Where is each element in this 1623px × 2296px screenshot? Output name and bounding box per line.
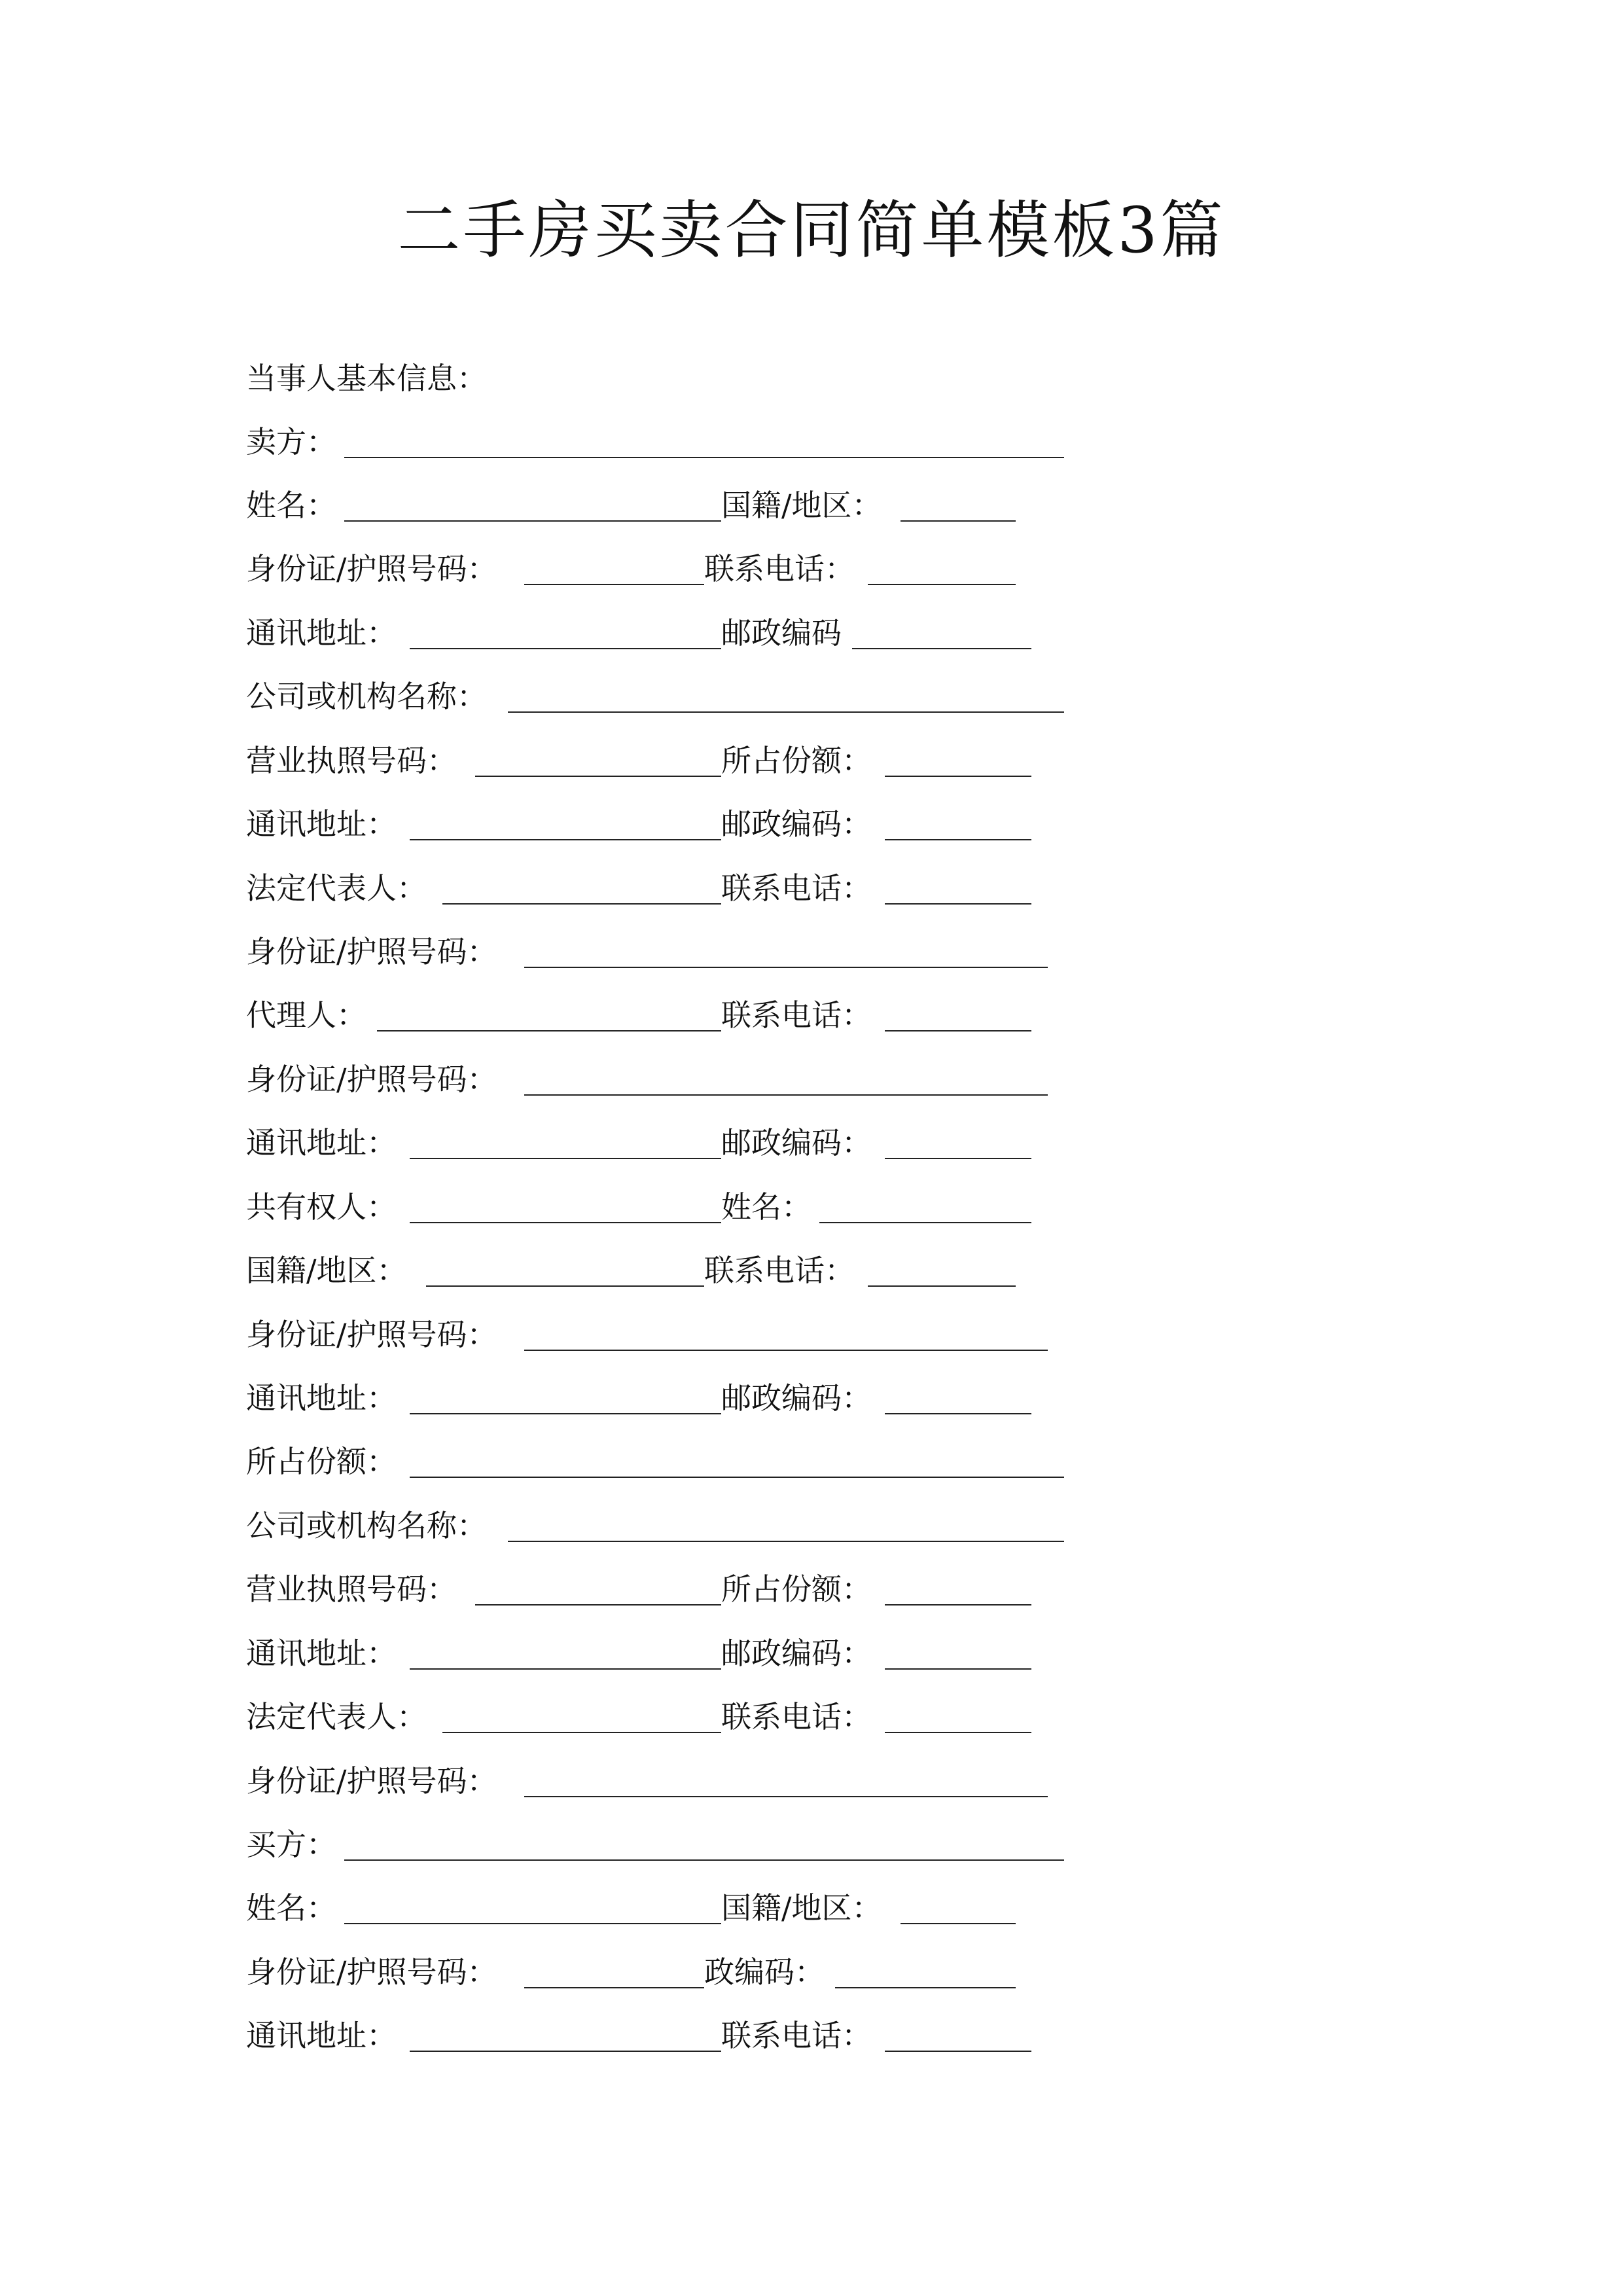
field-label: 国籍/地区： [246,1253,407,1288]
field-label: 所占份额： [721,743,872,778]
fill-in-blank[interactable] [524,1987,704,1988]
fill-in-blank[interactable] [524,967,1048,968]
field-label: 邮政编码 [721,615,842,651]
field-label: 所占份额： [721,1571,872,1607]
fill-in-blank[interactable] [410,1413,721,1414]
fill-in-blank[interactable] [885,1604,1031,1605]
fill-in-blank[interactable] [410,2051,721,2052]
field-label: 身份证/护照号码： [246,934,497,969]
fill-in-blank[interactable] [885,839,1031,840]
field-label: 身份证/护照号码： [246,551,497,586]
fill-in-blank[interactable] [410,1668,721,1670]
fill-in-blank[interactable] [410,839,721,840]
fill-in-blank[interactable] [410,648,721,649]
fill-in-blank[interactable] [524,1796,1048,1797]
fill-in-blank[interactable] [410,1477,1064,1478]
fill-in-blank[interactable] [885,1732,1031,1733]
section-heading-text: 当事人基本信息： [246,361,487,396]
field-label: 买方： [246,1827,336,1862]
fill-in-blank[interactable] [524,584,704,585]
field-label: 联系电话： [721,870,872,906]
fill-in-blank[interactable] [852,648,1031,649]
field-label: 法定代表人： [246,1699,427,1734]
fill-in-blank[interactable] [868,584,1016,585]
field-label: 营业执照号码： [246,743,457,778]
fill-in-blank[interactable] [901,520,1016,522]
field-label: 邮政编码： [721,1380,872,1416]
field-label: 邮政编码： [721,806,872,842]
fill-in-blank[interactable] [508,1541,1064,1542]
fill-in-blank[interactable] [508,711,1064,713]
fill-in-blank[interactable] [885,1030,1031,1031]
field-label: 姓名： [246,488,336,523]
field-label: 联系电话： [721,997,872,1033]
field-label: 身份证/护照号码： [246,1763,497,1799]
field-label: 通讯地址： [246,1380,397,1416]
field-label: 姓名： [721,1189,812,1225]
field-label: 公司或机构名称： [246,679,487,714]
fill-in-blank[interactable] [885,1413,1031,1414]
field-label: 国籍/地区： [721,1890,882,1926]
field-label: 通讯地址： [246,615,397,651]
field-label: 通讯地址： [246,1125,397,1160]
field-label: 联系电话： [704,1253,855,1288]
field-label: 通讯地址： [246,2018,397,2053]
fill-in-blank[interactable] [819,1222,1031,1223]
field-label: 营业执照号码： [246,1571,457,1607]
field-label: 共有权人： [246,1189,397,1225]
fill-in-blank[interactable] [426,1285,704,1287]
field-label: 身份证/护照号码： [246,1062,497,1097]
fill-in-blank[interactable] [885,1668,1031,1670]
fill-in-blank[interactable] [885,903,1031,905]
fill-in-blank[interactable] [377,1030,721,1031]
field-label: 联系电话： [704,551,855,586]
field-label: 法定代表人： [246,870,427,906]
fill-in-blank[interactable] [344,1859,1064,1861]
fill-in-blank[interactable] [475,1604,721,1605]
field-label: 邮政编码： [721,1125,872,1160]
field-label: 联系电话： [721,2018,872,2053]
fill-in-blank[interactable] [835,1987,1016,1988]
field-label: 邮政编码： [721,1636,872,1671]
fill-in-blank[interactable] [442,903,721,905]
field-label: 所占份额： [246,1444,397,1479]
field-label: 通讯地址： [246,806,397,842]
fill-in-blank[interactable] [475,776,721,777]
field-label: 卖方： [246,424,336,459]
field-label: 国籍/地区： [721,488,882,523]
field-label: 联系电话： [721,1699,872,1734]
field-label: 公司或机构名称： [246,1508,487,1543]
field-label: 姓名： [246,1890,336,1926]
field-label: 身份证/护照号码： [246,1317,497,1352]
fill-in-blank[interactable] [868,1285,1016,1287]
fill-in-blank[interactable] [885,776,1031,777]
fill-in-blank[interactable] [524,1350,1048,1351]
field-label: 身份证/护照号码： [246,1954,497,1990]
field-label: 政编码： [704,1954,825,1990]
fill-in-blank[interactable] [410,1158,721,1159]
field-label: 代理人： [246,997,366,1033]
fill-in-blank[interactable] [344,1923,721,1924]
document-title: 二手房买卖合同简单模板3篇 [397,194,1226,267]
fill-in-blank[interactable] [344,457,1064,458]
fill-in-blank[interactable] [885,2051,1031,2052]
field-label: 通讯地址： [246,1636,397,1671]
fill-in-blank[interactable] [410,1222,721,1223]
fill-in-blank[interactable] [901,1923,1016,1924]
fill-in-blank[interactable] [442,1732,721,1733]
fill-in-blank[interactable] [524,1094,1048,1096]
fill-in-blank[interactable] [344,520,721,522]
fill-in-blank[interactable] [885,1158,1031,1159]
